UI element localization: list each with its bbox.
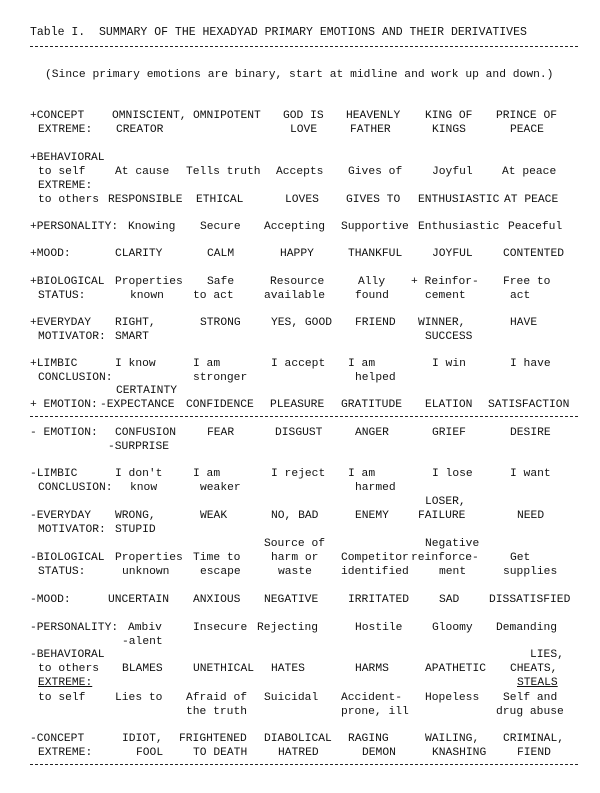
cell: stronger xyxy=(193,372,248,384)
row-label: + EMOTION: xyxy=(30,399,98,411)
cell: helped xyxy=(355,372,396,384)
cell: Ally xyxy=(358,276,386,288)
cell: NEGATIVE xyxy=(264,594,319,606)
cell: Gives of xyxy=(348,166,403,178)
cell: Joyful xyxy=(432,166,473,178)
row-label: +BEHAVIORAL xyxy=(30,152,105,164)
row-label: -BEHAVIORAL xyxy=(30,649,105,661)
cell: OMNISCIENT, xyxy=(112,110,187,122)
cell: prone, ill xyxy=(341,706,409,718)
midline-divider xyxy=(30,416,578,417)
cell: OMNIPOTENT xyxy=(193,110,261,122)
cell: KINGS xyxy=(432,124,466,136)
cell: CONTENTED xyxy=(503,248,565,260)
row-label: +EVERYDAY xyxy=(30,317,92,329)
cell: DIABOLICAL xyxy=(264,733,332,745)
cell: -EXPECTANCE xyxy=(100,399,175,411)
cell: waste xyxy=(278,566,312,578)
cell: I want xyxy=(510,468,551,480)
cell: LOVE xyxy=(290,124,318,136)
row-label: EXTREME: xyxy=(38,124,93,136)
cell: I accept xyxy=(271,358,326,370)
row-label: to self xyxy=(38,692,86,704)
cell: WAILING, xyxy=(425,733,480,745)
row-label: +CONCEPT xyxy=(30,110,85,122)
cell: ANGER xyxy=(355,427,389,439)
table-note: (Since primary emotions are binary, start at midline and work up and down.) xyxy=(45,69,554,81)
cell: CLARITY xyxy=(115,248,163,260)
row-label: -LIMBIC xyxy=(30,468,78,480)
cell: FRIGHTENED xyxy=(179,733,247,745)
cell: Insecure xyxy=(193,622,248,634)
row-label-extreme: EXTREME: xyxy=(38,677,93,689)
cell: GRATITUDE xyxy=(341,399,403,411)
cell: Negative xyxy=(425,538,480,550)
cell: ENTHUSIASTIC xyxy=(418,194,500,206)
cell: SMART xyxy=(115,331,149,343)
row-label: -CONCEPT xyxy=(30,733,85,745)
cell: Rejecting xyxy=(257,622,319,634)
cell: CREATOR xyxy=(116,124,164,136)
cell: know xyxy=(130,482,158,494)
cell: KING OF xyxy=(425,110,473,122)
cell: GIVES TO xyxy=(346,194,401,206)
cell: Secure xyxy=(200,221,241,233)
cell: drug abuse xyxy=(496,706,564,718)
cell: Resource xyxy=(270,276,325,288)
cell: ENEMY xyxy=(355,510,389,522)
cell: Accepting xyxy=(264,221,326,233)
cell: I win xyxy=(432,358,466,370)
cell: At peace xyxy=(502,166,557,178)
cell: Enthusiastic xyxy=(418,221,500,233)
cell: Accepts xyxy=(276,166,324,178)
cell: Free to xyxy=(503,276,551,288)
cell: SUCCESS xyxy=(425,331,473,343)
cell: -alent xyxy=(122,636,163,648)
cell: ETHICAL xyxy=(196,194,244,206)
cell: STUPID xyxy=(115,524,156,536)
row-label: -PERSONALITY: xyxy=(30,622,119,634)
cell: HEAVENLY xyxy=(346,110,401,122)
cell: cement xyxy=(425,290,466,302)
cell: I lose xyxy=(432,468,473,480)
row-label: to self xyxy=(38,166,86,178)
row-label: MOTIVATOR: xyxy=(38,331,106,343)
cell: act xyxy=(510,290,531,302)
cell: Gloomy xyxy=(432,622,473,634)
divider-bottom xyxy=(30,764,578,765)
certainty-label: CERTAINTY xyxy=(116,385,178,397)
cell: Afraid of xyxy=(186,692,248,704)
cell: DISGUST xyxy=(275,427,323,439)
cell: Accident- xyxy=(341,692,403,704)
cell: CALM xyxy=(207,248,235,260)
cell: DESIRE xyxy=(510,427,551,439)
cell: UNETHICAL xyxy=(193,663,255,675)
cell: supplies xyxy=(503,566,558,578)
cell: DEMON xyxy=(362,747,396,759)
cell: Lies to xyxy=(115,692,163,704)
cell: reinforce- xyxy=(411,552,479,564)
cell: LIES, xyxy=(530,649,564,661)
cell: PEACE xyxy=(510,124,544,136)
cell: unknown xyxy=(122,566,170,578)
row-label: to others xyxy=(38,663,100,675)
cell: Safe xyxy=(207,276,235,288)
row-label: +PERSONALITY: xyxy=(30,221,119,233)
cell: STRONG xyxy=(200,317,241,329)
row-label: -EVERYDAY xyxy=(30,510,92,522)
row-label: +MOOD: xyxy=(30,248,71,260)
cell: CONFIDENCE xyxy=(186,399,254,411)
cell: Hopeless xyxy=(425,692,480,704)
cell: CONFUSION xyxy=(115,427,177,439)
cell: IDIOT, xyxy=(122,733,163,745)
cell: UNCERTAIN xyxy=(108,594,170,606)
cell: FIEND xyxy=(517,747,551,759)
cell: IRRITATED xyxy=(348,594,410,606)
cell: THANKFUL xyxy=(348,248,403,260)
cell: PRINCE OF xyxy=(496,110,558,122)
cell: PLEASURE xyxy=(270,399,325,411)
cell: Hostile xyxy=(355,622,403,634)
cell: I reject xyxy=(271,468,326,480)
cell: SAD xyxy=(439,594,460,606)
cell: HAPPY xyxy=(280,248,314,260)
cell: TO DEATH xyxy=(193,747,248,759)
cell: BLAMES xyxy=(122,663,163,675)
cell: escape xyxy=(200,566,241,578)
cell: HATES xyxy=(271,663,305,675)
row-label: EXTREME: xyxy=(38,180,93,192)
cell: GRIEF xyxy=(432,427,466,439)
cell: I don't xyxy=(115,468,163,480)
cell: YES, GOOD xyxy=(271,317,333,329)
row-label: to others xyxy=(38,194,100,206)
cell: Peaceful xyxy=(508,221,563,233)
cell: -SURPRISE xyxy=(108,441,170,453)
cell: RIGHT, xyxy=(115,317,156,329)
cell: ANXIOUS xyxy=(193,594,241,606)
cell: Time to xyxy=(193,552,241,564)
cell: LOVES xyxy=(285,194,319,206)
cell: I know xyxy=(115,358,156,370)
cell: WINNER, xyxy=(418,317,466,329)
cell: Properties xyxy=(115,276,183,288)
row-label: CONCLUSION: xyxy=(38,482,113,494)
row-label: CONCLUSION: xyxy=(38,372,113,384)
cell: Get xyxy=(510,552,531,564)
cell: Self and xyxy=(503,692,558,704)
cell: Knowing xyxy=(128,221,176,233)
cell: JOYFUL xyxy=(432,248,473,260)
cell: CHEATS, xyxy=(510,663,558,675)
cell: HARMS xyxy=(355,663,389,675)
cell: STEALS xyxy=(517,677,558,689)
cell: I am xyxy=(193,358,221,370)
cell: Competitor xyxy=(341,552,409,564)
row-label: +BIOLOGICAL xyxy=(30,276,105,288)
row-label: STATUS: xyxy=(38,566,86,578)
cell: I have xyxy=(510,358,551,370)
cell: harmed xyxy=(355,482,396,494)
cell: WRONG, xyxy=(115,510,156,522)
cell: known xyxy=(130,290,164,302)
cell: harm or xyxy=(271,552,319,564)
row-label: -BIOLOGICAL xyxy=(30,552,105,564)
cell: LOSER, xyxy=(425,496,466,508)
cell: FAILURE xyxy=(418,510,466,522)
cell: I am xyxy=(193,468,221,480)
cell: Source of xyxy=(264,538,326,550)
cell: KNASHING xyxy=(432,747,487,759)
cell: HATRED xyxy=(278,747,319,759)
cell: to act xyxy=(193,290,234,302)
row-label: EXTREME: xyxy=(38,747,93,759)
cell: Demanding xyxy=(496,622,558,634)
cell: DISSATISFIED xyxy=(489,594,571,606)
cell: FRIEND xyxy=(355,317,396,329)
row-label: STATUS: xyxy=(38,290,86,302)
cell: RESPONSIBLE xyxy=(108,194,183,206)
cell: Tells truth xyxy=(186,166,261,178)
cell: + Reinfor- xyxy=(411,276,479,288)
cell: FATHER xyxy=(350,124,391,136)
cell: I am xyxy=(348,468,376,480)
cell: At cause xyxy=(115,166,170,178)
table-title: Table I. SUMMARY OF THE HEXADYAD PRIMARY EMOTIONS AND THEIR DERIVATIVES xyxy=(30,26,527,39)
cell: APATHETIC xyxy=(425,663,487,675)
divider-top xyxy=(30,46,578,47)
cell: RAGING xyxy=(348,733,389,745)
cell: Suicidal xyxy=(264,692,319,704)
cell: weaker xyxy=(200,482,241,494)
cell: available xyxy=(264,290,326,302)
row-label: +LIMBIC xyxy=(30,358,78,370)
cell: identified xyxy=(341,566,409,578)
row-label: MOTIVATOR: xyxy=(38,524,106,536)
cell: the truth xyxy=(186,706,248,718)
cell: SATISFACTION xyxy=(488,399,570,411)
cell: FEAR xyxy=(207,427,235,439)
cell: ment xyxy=(439,566,467,578)
row-label: - EMOTION: xyxy=(30,427,98,439)
cell: CRIMINAL, xyxy=(503,733,565,745)
cell: Properties xyxy=(115,552,183,564)
cell: AT PEACE xyxy=(504,194,559,206)
cell: ELATION xyxy=(425,399,473,411)
cell: HAVE xyxy=(510,317,538,329)
cell: Ambiv xyxy=(128,622,162,634)
cell: FOOL xyxy=(136,747,164,759)
cell: GOD IS xyxy=(283,110,324,122)
cell: WEAK xyxy=(200,510,228,522)
cell: I am xyxy=(348,358,376,370)
cell: Supportive xyxy=(341,221,409,233)
cell: NO, BAD xyxy=(271,510,319,522)
cell: NEED xyxy=(517,510,545,522)
row-label: -MOOD: xyxy=(30,594,71,606)
cell: found xyxy=(355,290,389,302)
